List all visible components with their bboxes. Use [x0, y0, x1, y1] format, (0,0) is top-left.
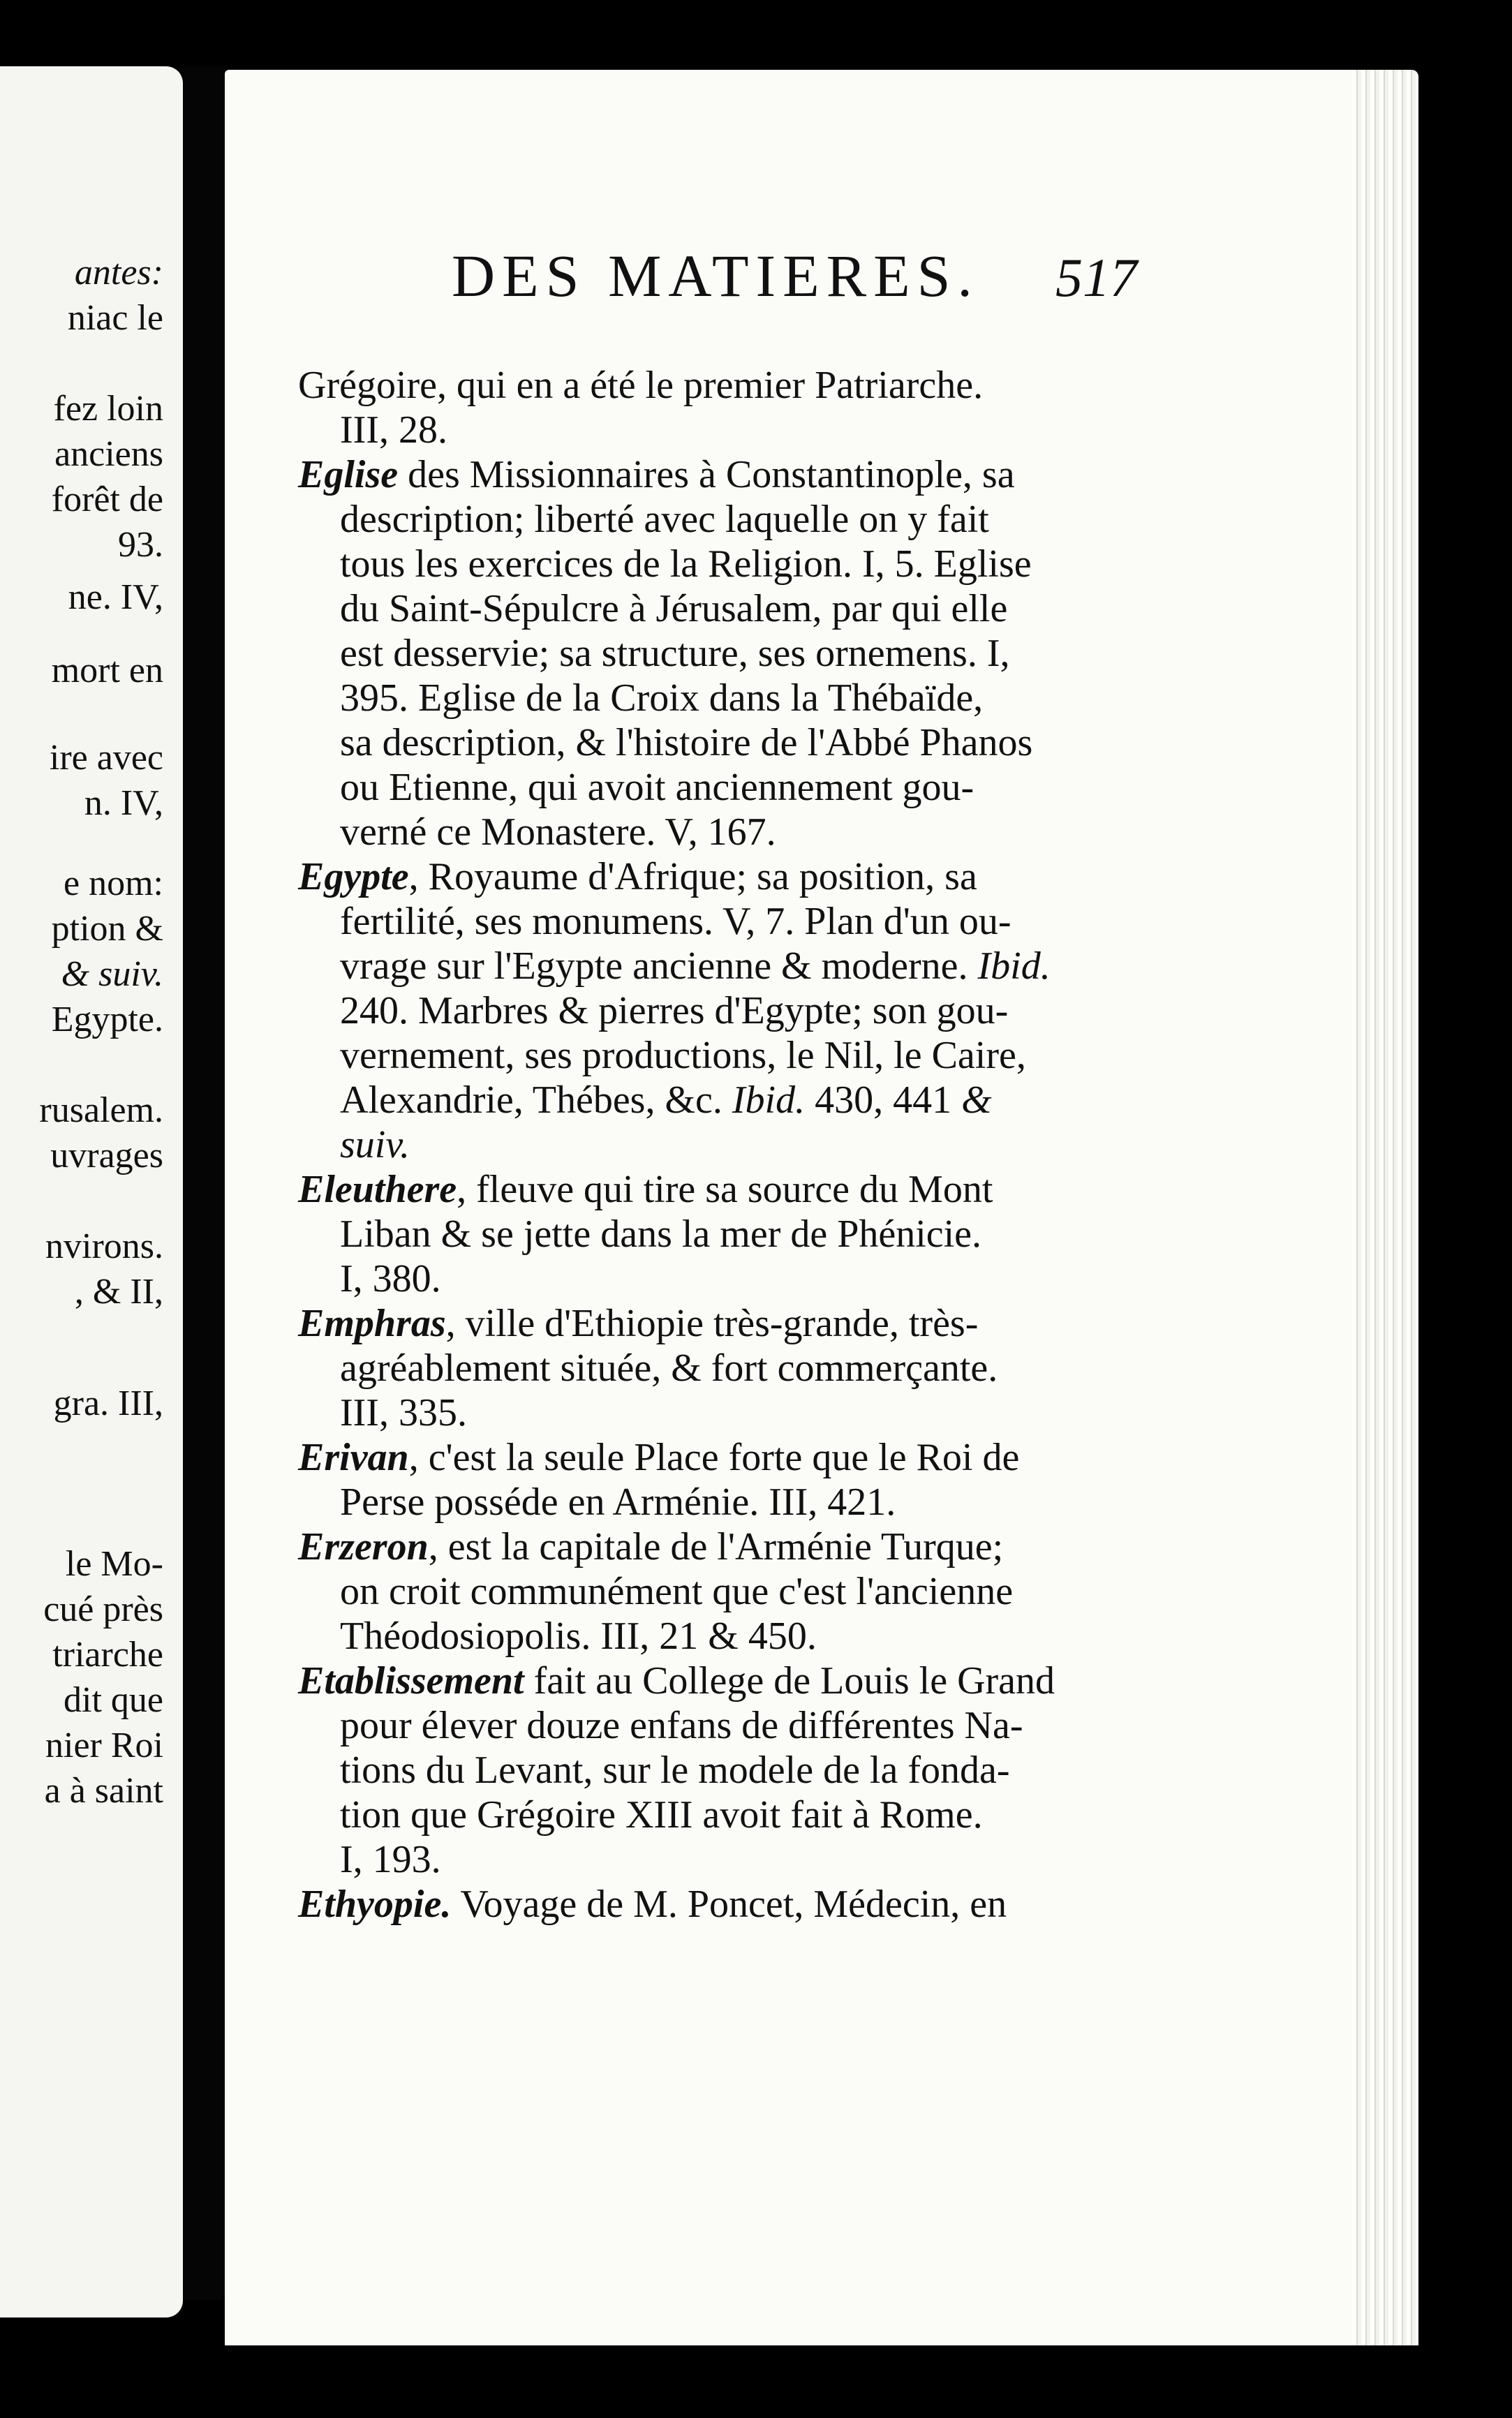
index-line: vernement, ses productions, le Nil, le Caire, — [340, 1034, 1026, 1077]
index-text: Alexandrie, Thébes, &c. — [340, 1078, 722, 1122]
entry-text: , ville d'Ethiopie très-grande, très- — [445, 1302, 979, 1345]
left-page-line: rusalem. — [39, 1090, 163, 1130]
index-entry-emphras — [298, 1301, 1377, 1346]
entry-text: , c'est la seule Place forte que le Roi de — [408, 1436, 1020, 1479]
index-line: pour élever douze enfans de différentes Na- — [340, 1704, 1023, 1747]
index-line: 240. Marbres & pierres d'Egypte; son gou- — [340, 989, 1009, 1032]
index-line: I, 380. — [340, 1257, 441, 1300]
index-text: vrage sur l'Egypte ancienne & moderne. — [340, 944, 968, 988]
book-gutter — [183, 66, 225, 2300]
index-entry-erzeron — [298, 1525, 1377, 1569]
entry-keyword: Eglise — [298, 453, 399, 496]
index-line: est desservie; sa structure, ses ornemens. I, — [340, 632, 1010, 675]
left-page-line: n. IV, — [84, 783, 163, 823]
index-line: ou Etienne, qui avoit anciennement gou- — [340, 766, 974, 809]
left-page-line: mort en — [51, 651, 163, 690]
index-line: III, 28. — [340, 408, 447, 452]
index-line: sa description, & l'histoire de l'Abbé Phanos — [340, 721, 1033, 764]
entry-text: Voyage de M. Poncet, Médecin, en — [451, 1883, 1007, 1926]
index-line: I, 193. — [340, 1838, 441, 1881]
left-page-line: e nom: — [64, 863, 163, 903]
index-entry-egypte — [298, 854, 1377, 899]
index-entries — [298, 363, 1377, 1927]
left-page-line: gra. III, — [53, 1384, 163, 1423]
entry-text: , fleuve qui tire sa source du Mont — [457, 1168, 993, 1211]
index-line: verné ce Monastere. V, 167. — [340, 810, 776, 854]
ibid-ref: Ibid. — [977, 944, 1051, 988]
index-line: Perse posséde en Arménie. III, 421. — [340, 1481, 896, 1524]
index-line: III, 335. — [340, 1391, 467, 1434]
left-page-line: nvirons. — [45, 1226, 163, 1266]
entry-text: fait au College de Louis le Grand — [524, 1659, 1055, 1703]
index-entry-eglise — [298, 452, 1377, 497]
left-page-line: triarche — [52, 1635, 163, 1675]
entry-keyword: Eleuthere — [298, 1168, 457, 1211]
index-line — [298, 1078, 1377, 1122]
left-page-line: a à saint — [44, 1771, 163, 1811]
left-page-line: fez loin — [53, 389, 163, 429]
index-line: on croit communément que c'est l'ancienne — [340, 1570, 1014, 1613]
entry-keyword: Etablissement — [298, 1659, 524, 1703]
index-line: tion que Grégoire XIII avoit fait à Rome. — [340, 1793, 983, 1837]
left-page-line: anciens — [54, 434, 163, 474]
entry-keyword: Erivan — [298, 1436, 409, 1479]
index-entry-erivan — [298, 1435, 1377, 1480]
ampersand: & — [961, 1078, 992, 1122]
running-head-title: DES MATIERES. — [452, 242, 979, 309]
entry-text: des Missionnaires à Constantinople, sa — [398, 453, 1015, 496]
index-line: Liban & se jette dans la mer de Phénicie. — [340, 1212, 982, 1256]
index-line: fertilité, ses monumens. V, 7. Plan d'un ou- — [340, 900, 1011, 943]
left-page-line: niac le — [67, 298, 163, 338]
entry-keyword: Ethyopie. — [298, 1883, 452, 1926]
entry-keyword: Erzeron — [298, 1525, 429, 1568]
index-line: Grégoire, qui en a été le premier Patriarche. — [298, 364, 984, 407]
index-line: tous les exercices de la Religion. I, 5. Eglise — [340, 542, 1032, 586]
left-page-line: ption & — [51, 909, 163, 949]
index-line: Théodosiopolis. III, 21 & 450. — [340, 1615, 817, 1658]
left-page-line: cué près — [43, 1589, 163, 1629]
right-page — [225, 70, 1418, 2345]
left-page-line: ire avec — [49, 738, 163, 778]
left-page-line: & suiv. — [61, 954, 163, 994]
index-line: agréablement située, & fort commerçante. — [340, 1347, 998, 1390]
index-entry-ethyopie — [298, 1882, 1377, 1927]
left-page-line: uvrages — [50, 1136, 163, 1175]
left-page-line: Egypte. — [51, 1000, 163, 1039]
left-page-line: dit que — [64, 1680, 163, 1720]
index-line: suiv. — [340, 1123, 410, 1166]
left-page-line: , & II, — [74, 1272, 163, 1312]
index-line: du Saint-Sépulcre à Jérusalem, par qui elle — [340, 587, 1008, 630]
index-entry-eleuthere — [298, 1167, 1377, 1212]
ibid-ref: Ibid. — [732, 1078, 806, 1122]
index-text: 430, 441 — [805, 1078, 952, 1122]
left-page-line: ne. IV, — [68, 577, 163, 617]
left-page-line: nier Roi — [45, 1726, 163, 1765]
left-facing-page — [0, 66, 183, 2317]
entry-text: , Royaume d'Afrique; sa position, sa — [408, 855, 977, 898]
index-entry-etablissement — [298, 1659, 1377, 1703]
left-page-line: le Mo- — [65, 1544, 163, 1584]
index-line: description; liberté avec laquelle on y fait — [340, 498, 989, 541]
left-page-line: antes: — [74, 253, 163, 292]
left-page-line: 93. — [118, 525, 163, 565]
entry-keyword: Egypte — [298, 855, 409, 898]
page-number: 517 — [1055, 247, 1137, 308]
index-line — [298, 944, 1377, 988]
entry-keyword: Emphras — [298, 1302, 446, 1345]
running-head — [225, 241, 1418, 311]
index-line: 395. Eglise de la Croix dans la Thébaïde, — [340, 676, 984, 720]
left-page-line: forêt de — [51, 480, 163, 519]
index-line: tions du Levant, sur le modele de la fonda- — [340, 1749, 1010, 1792]
entry-text: , est la capitale de l'Arménie Turque; — [428, 1525, 1004, 1568]
